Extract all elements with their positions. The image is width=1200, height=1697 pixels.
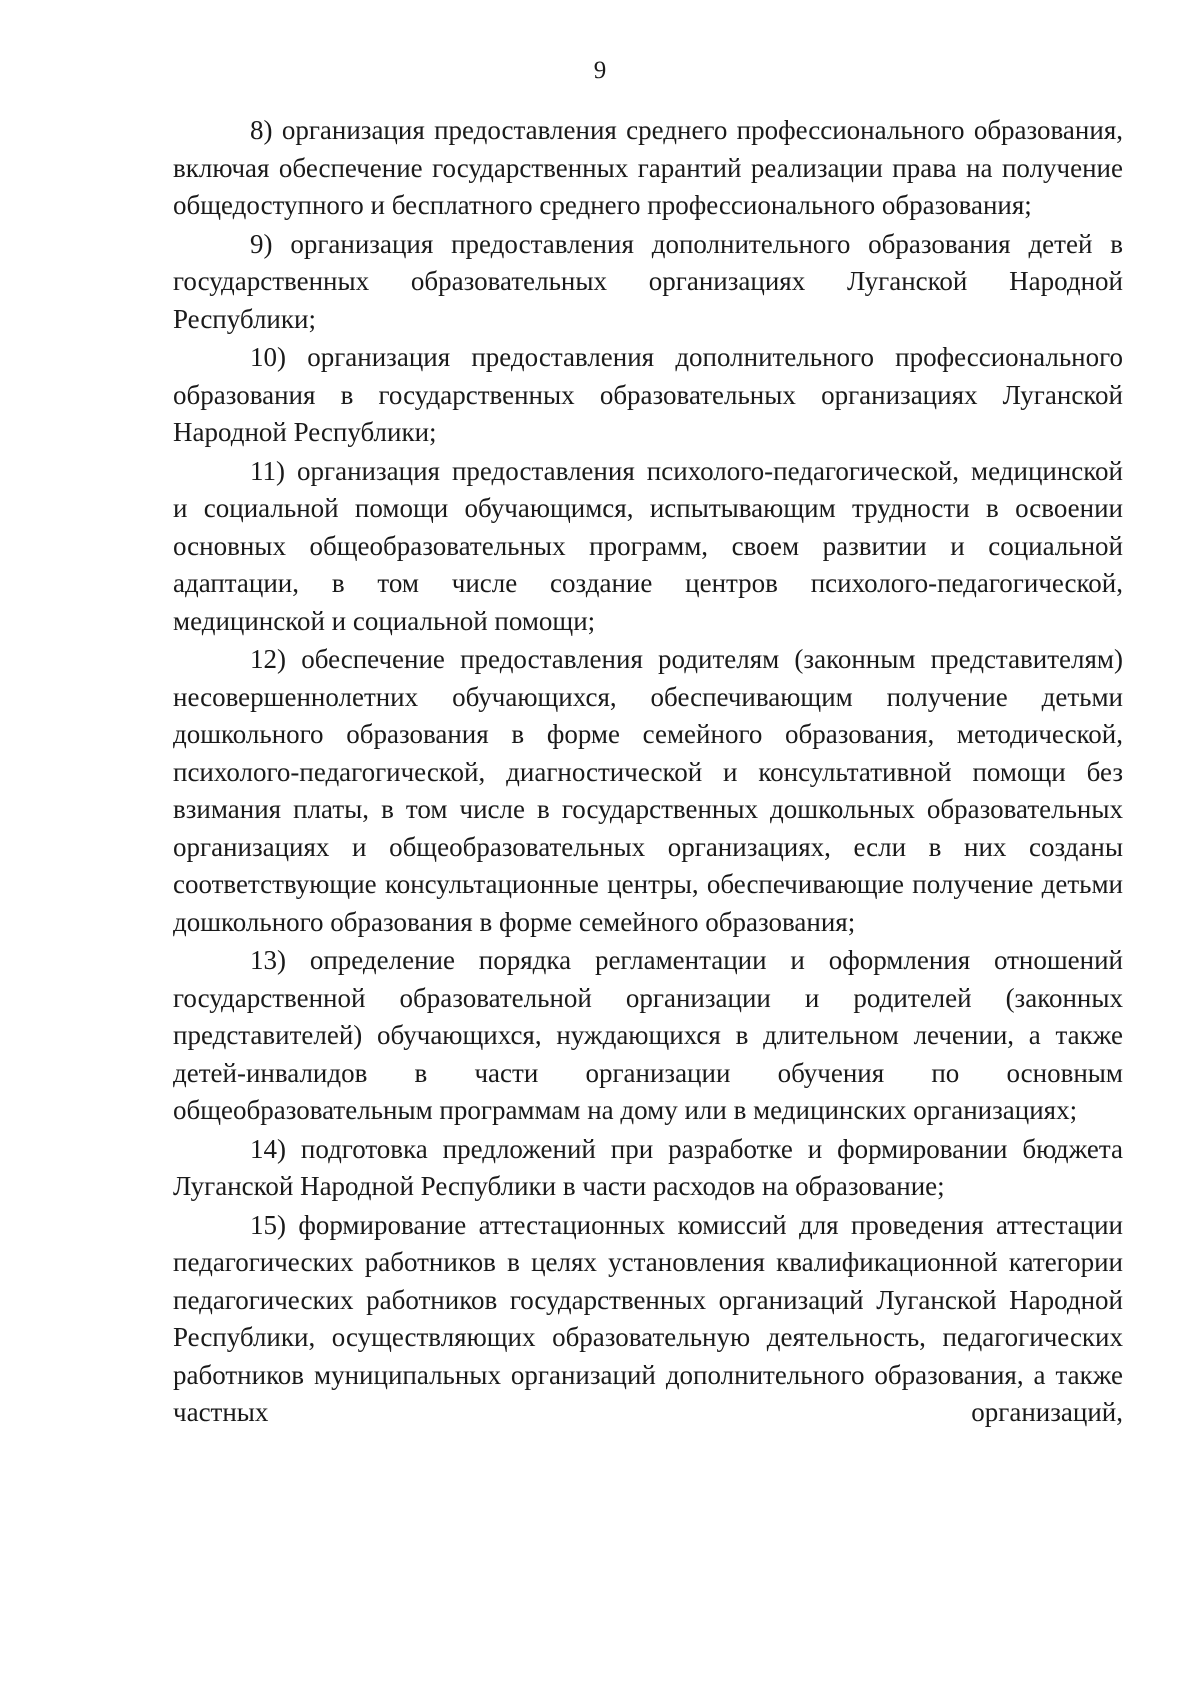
- document-body: [173, 112, 1123, 1433]
- list-item-12: 12) обеспечение предоставления родителям (законным представителям) несовершеннолетних обучающихся, обеспечивающим получение детьми дошкольного образования в форме семейного образования, методической, психолого-педагогической, диагностической и консультативной помощи без взимания платы, в том числе в государственных дошкольных образовательных организациях и общеобразовательных организациях, если в них созданы соответствующие консультационные центры, обеспечивающие получение детьми дошкольного образования в форме семейного образования;: [173, 644, 1123, 937]
- list-item-8: 8) организация предоставления среднего профессионального образования, включая обеспечение государственных гарантий реализации права на получение общедоступного и бесплатного среднего профессионального образования;: [173, 115, 1123, 220]
- list-item-13: 13) определение порядка регламентации и оформления отношений государственной образовательной организации и родителей (законных представителей) обучающихся, нуждающихся в длительном лечении, а также детей-инвалидов в части организации обучения по основным общеобразовательным программам на дому или в медицинских организациях;: [173, 945, 1123, 1125]
- list-item-14: 14) подготовка предложений при разработке и формировании бюджета Луганской Народной Республики в части расходов на образование;: [173, 1133, 1123, 1201]
- list-item-15: 15) формирование аттестационных комиссий для проведения аттестации педагогических работников в целях установления квалификационной категории педагогических работников государственных организаций Луганской Народной Республики, осуществляющих образовательную деятельность, педагогических работников муниципальных организаций дополнительного образования, а также частных организаций,: [173, 1209, 1123, 1427]
- page-number: 9: [593, 57, 607, 84]
- list-item-10: 10) организация предоставления дополнительного профессионального образования в государственных образовательных организациях Луганской Народной Республики;: [173, 342, 1123, 447]
- list-item-11: 11) организация предоставления психолого-педагогической, медицинской и социальной помощи обучающимся, испытывающим трудности в освоении основных общеобразовательных программ, своем развитии и социальной адаптации, в том числе создание центров психолого-педагогической, медицинской и социальной помощи;: [173, 455, 1123, 636]
- list-item-9: 9) организация предоставления дополнительного образования детей в государственных образовательных организациях Луганской Народной Республики;: [173, 228, 1123, 334]
